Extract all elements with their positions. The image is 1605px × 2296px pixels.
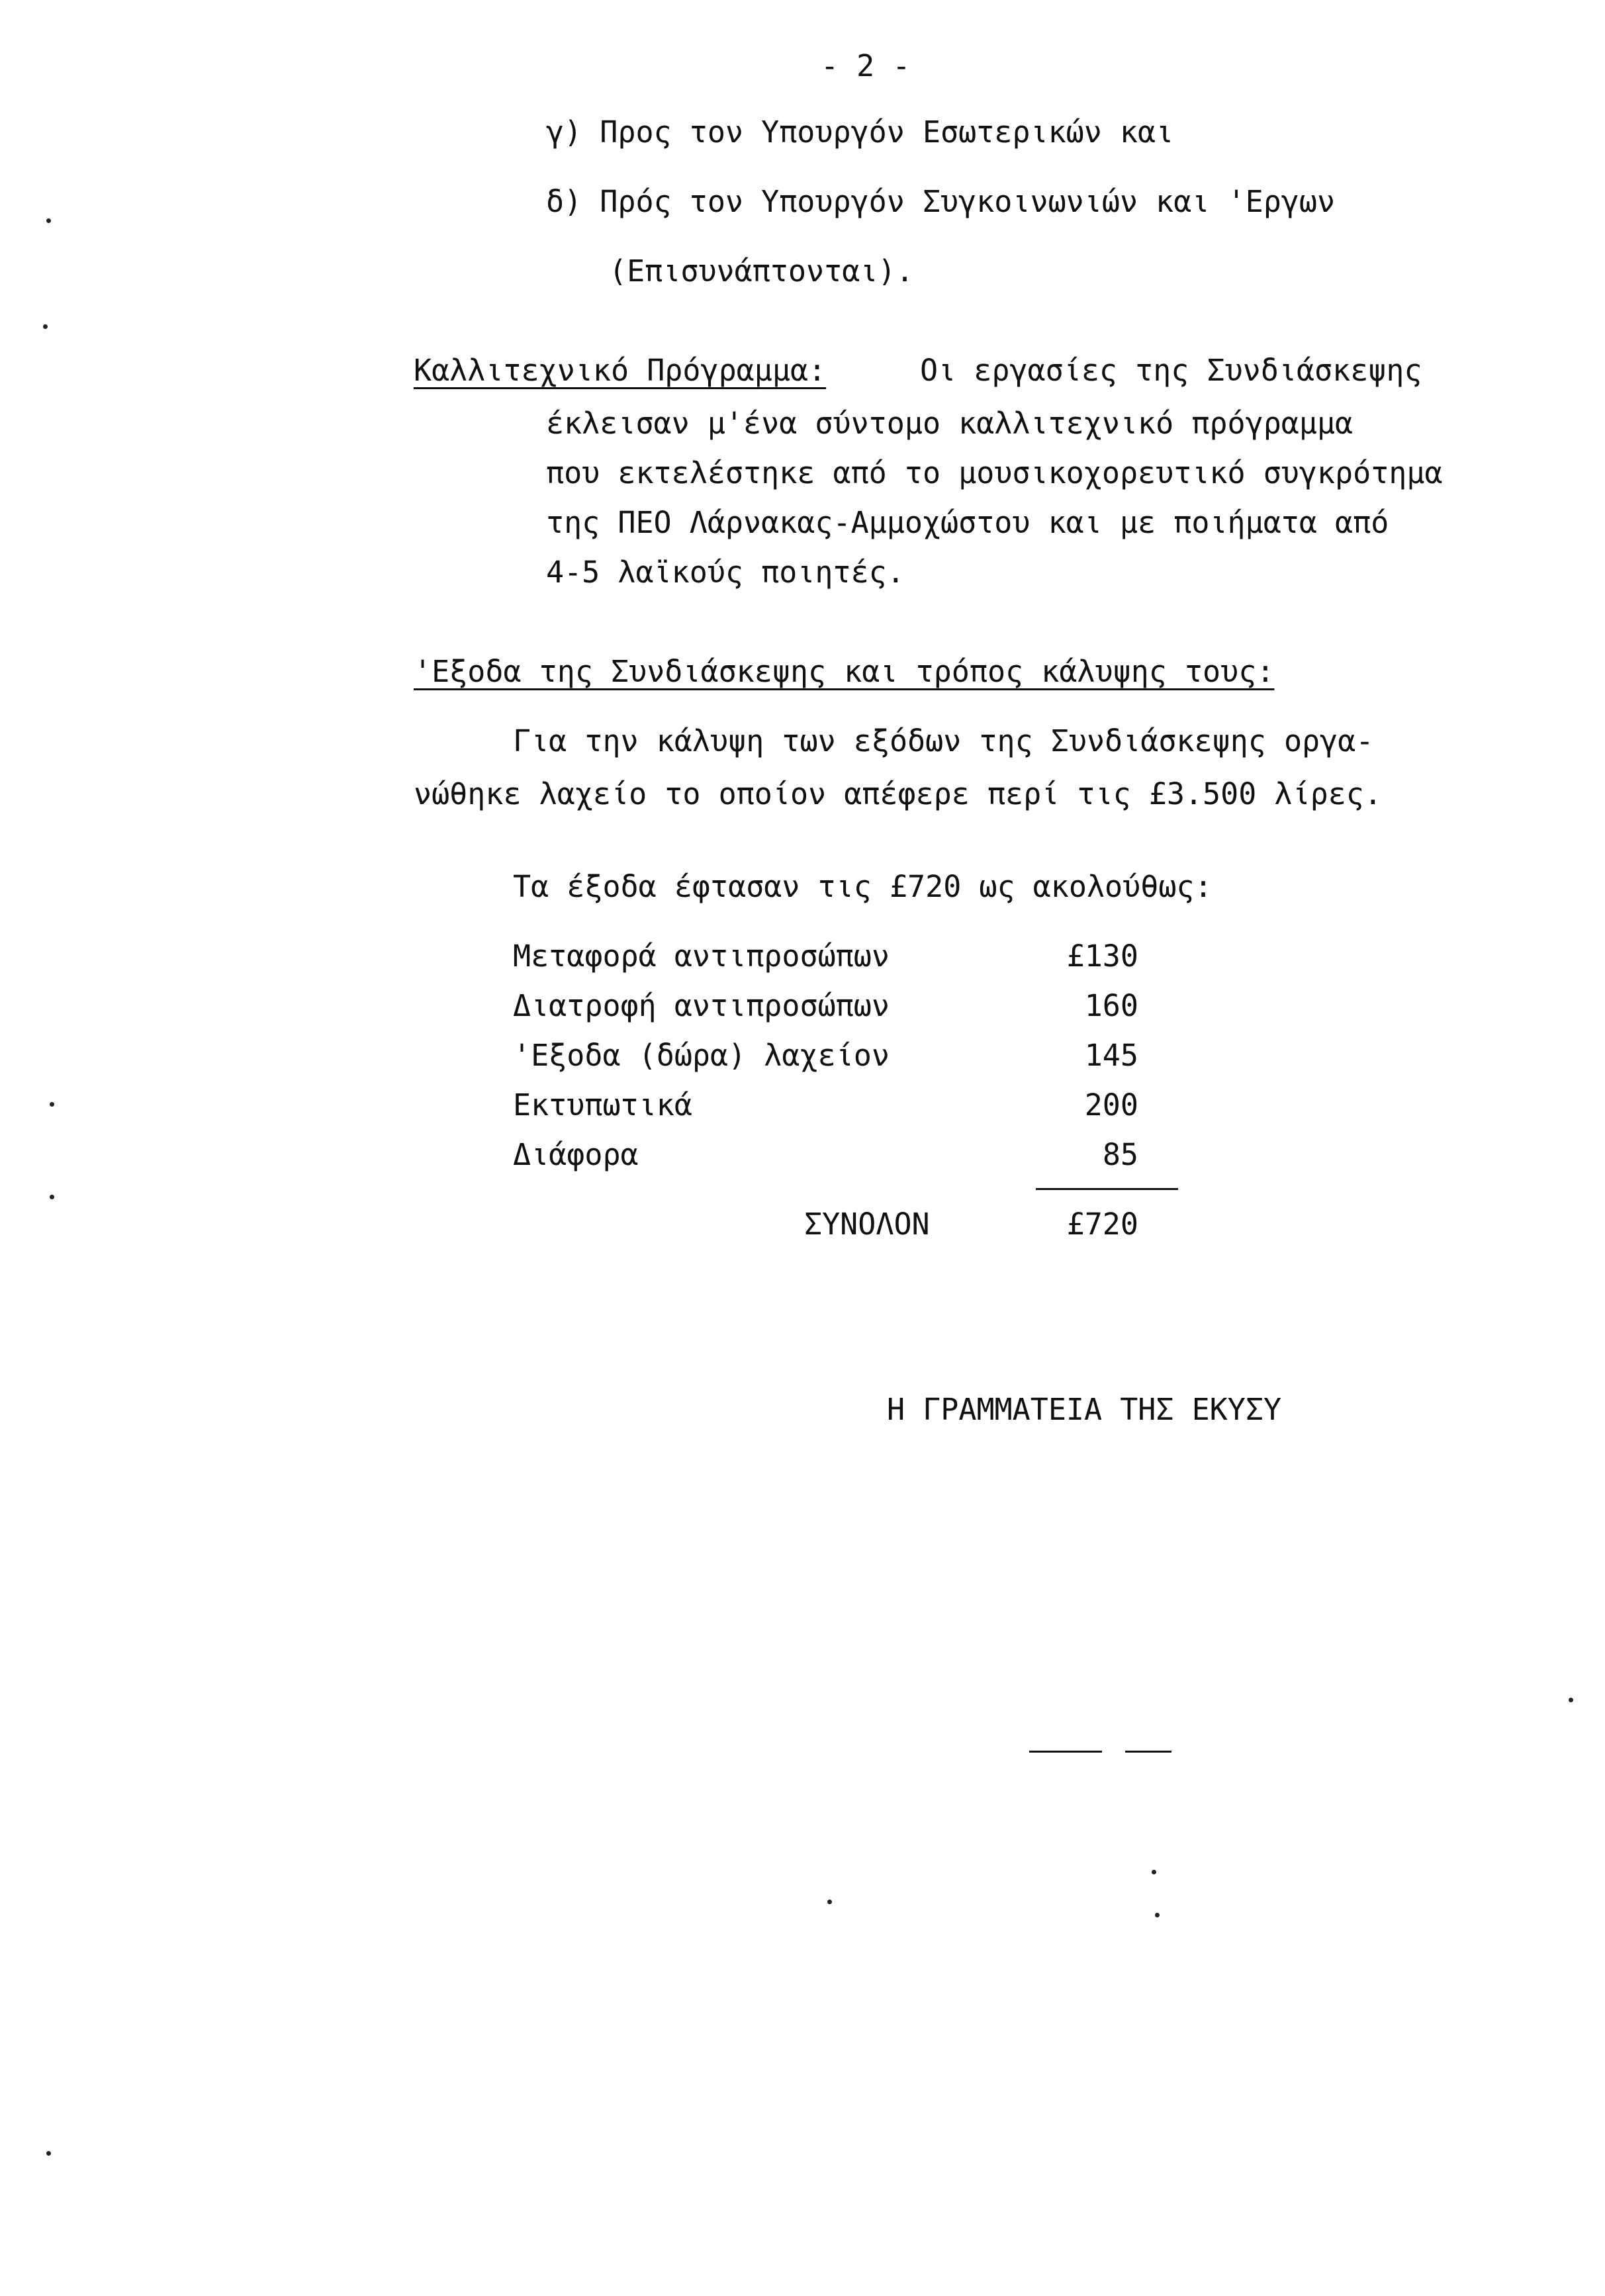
scan-speck — [1152, 1870, 1156, 1874]
artistic-program-line-1: Οι εργασίες της Συνδιάσκεψης — [920, 353, 1422, 388]
expenses-paragraph-line-2: νώθηκε λαχείο το οποίον απέφερε περί τις £3.500 λίρες. — [414, 776, 1382, 811]
recipient-item-d: δ) Πρός τον Υπουργόν Συγκοινωνιών και 'Εργων — [546, 184, 1336, 219]
signature: Η ΓΡΑΜΜΑΤΕΙΑ ΤΗΣ ΕΚΥΣΥ — [887, 1392, 1282, 1427]
recipient-item-g: γ) Προς τον Υπουργόν Εσωτερικών και — [546, 115, 1174, 150]
total-label: ΣΥΝΟΛΟΝ — [804, 1207, 930, 1242]
scan-speck — [827, 1900, 832, 1904]
expense-item-amount: 160 — [1084, 988, 1138, 1023]
expense-item-label: Διάφορα — [513, 1137, 639, 1172]
total-amount: £720 — [1066, 1207, 1138, 1242]
expense-item-amount: 85 — [1102, 1137, 1138, 1172]
artistic-program-line-5: 4-5 λαϊκούς ποιητές. — [546, 555, 905, 590]
expense-item-amount: 200 — [1084, 1087, 1138, 1123]
scan-speck — [43, 324, 48, 329]
expense-item-amount: 145 — [1084, 1038, 1138, 1073]
artistic-program-line-3: που εκτελέστηκε από το μουσικοχορευτικό συγκρότημα — [546, 455, 1443, 490]
expense-item-label: Μεταφορά αντιπροσώπων — [513, 939, 890, 974]
page-number: - 2 - — [821, 48, 911, 83]
scan-speck — [50, 1102, 54, 1107]
enclosed-note: (Επισυνάπτονται). — [609, 253, 914, 289]
expenses-paragraph-line-1: Για την κάλυψη των εξόδων της Συνδιάσκεψης οργα- — [513, 723, 1374, 758]
scan-dash-mark — [1125, 1751, 1171, 1753]
scan-speck — [1155, 1913, 1160, 1917]
scan-speck — [1569, 1698, 1573, 1702]
expenses-intro: Τα έξοδα έφτασαν τις £720 ως ακολούθως: — [513, 869, 1213, 904]
expenses-heading: 'Εξοδα της Συνδιάσκεψης και τρόπος κάλυψης τους: — [414, 654, 1275, 689]
total-rule — [1036, 1188, 1178, 1190]
artistic-program-line-2: έκλεισαν μ'ένα σύντομο καλλιτεχνικό πρόγραμμα — [546, 406, 1353, 441]
expense-item-label: 'Εξοδα (δώρα) λαχείον — [513, 1038, 890, 1073]
artistic-program-heading: Καλλιτεχνικό Πρόγραμμα: — [414, 353, 827, 388]
expense-item-label: Εκτυπωτικά — [513, 1087, 692, 1123]
artistic-program-line-4: της ΠΕΟ Λάρνακας-Αμμοχώστου και με ποιήματα από — [546, 505, 1389, 540]
expense-item-amount: £130 — [1066, 939, 1138, 974]
scan-dash-mark — [1029, 1751, 1102, 1753]
scan-speck — [46, 2151, 51, 2156]
expense-item-label: Διατροφή αντιπροσώπων — [513, 988, 890, 1023]
scan-speck — [46, 218, 51, 223]
scan-speck — [50, 1195, 54, 1199]
